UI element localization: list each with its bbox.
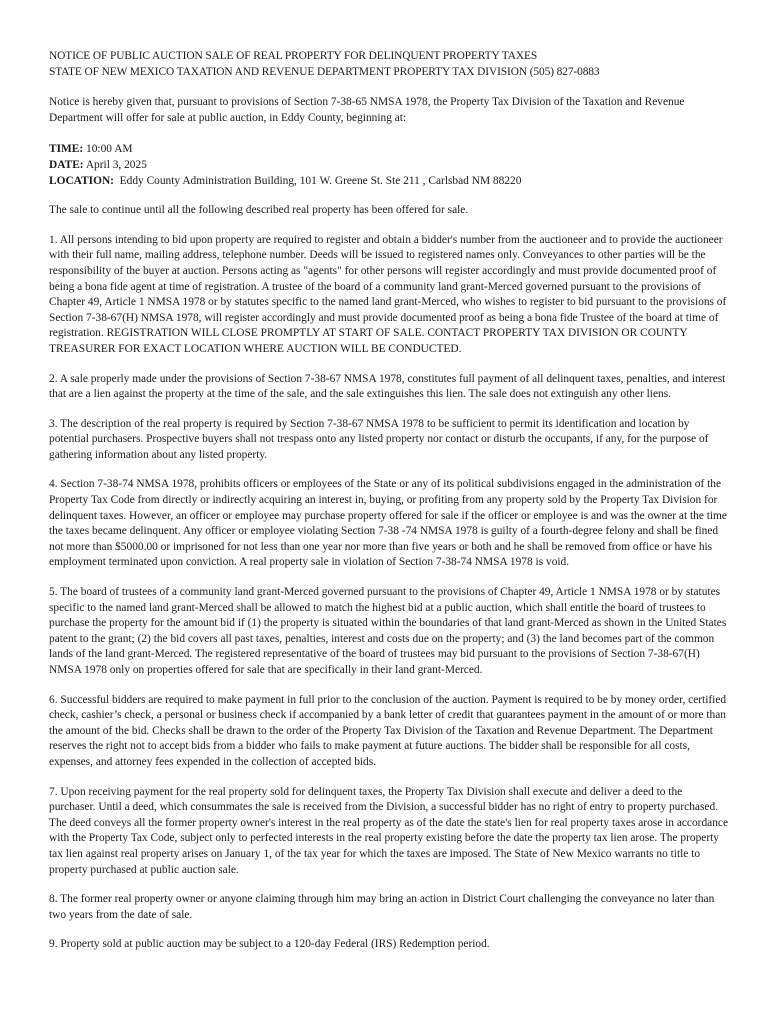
time-row <box>49 142 729 158</box>
paragraph-3-description: 3. The description of the real property is required by Section 7-38-67 NMSA 1978 to be sufficient to permit its identification and location by potential purchasers. Prospective buyers shall not trespass onto any listed property nor contact or disturb the occupants, if any, for the purpose of gathering information about any listed property. <box>49 417 709 461</box>
date-value: April 3, 2025 <box>83 158 147 171</box>
date-row <box>49 158 729 174</box>
paragraph-5-land-grant: 5. The board of trustees of a community land grant-Merced governed pursuant to the provisions of Chapter 49, Article 1 NMSA 1978 or by statutes specific to the named land grant-Merced shall be allowed to match the highest bid at a public auction, which shall entitle the board of trustees to purchase the property for the amount bid if (1) the property is situated within the boundaries of that land grant-Merced as shown in the United States patent to the grant; (2) the bid covers all past taxes, penalties, interest and costs due on the property; and (3) the land becomes part of the common lands of the land grant-Merced. The registered representative of the board of trustees may bid pursuant to the provisions of Section 7-38-67(H) NMSA 1978 only on properties offered for sale that are specifically in their land grant-Merced. <box>49 586 727 676</box>
paragraph-4-prohibition: 4. Section 7-38-74 NMSA 1978, prohibits officers or employees of the State or any of its political subdivisions engaged in the administration of the Property Tax Code from directly or indirectly acquiring an interest in, buying, or profiting from any property sold by the Property Tax Division for delinquent taxes. However, an officer or employee may purchase property offered for sale if the officer or employee is and was the owner at the time the taxes became delinquent. Any officer or employee violating Section 7-38 -74 NMSA 1978 is guilty of a fourth-degree felony and shall be fined not more than $5000.00 or imprisoned for not less than one year nor more than five years or both and he shall be removed from office or have his employment terminated upon conviction. A real property sale in violation of Section 7-38-74 NMSA 1978 is void. <box>49 478 727 569</box>
location-value: Eddy County Administration Building, 101 W. Greene St. Ste 211 , Carlsbad NM 88220 <box>113 174 522 187</box>
notice-document <box>49 49 729 953</box>
continue-paragraph: The sale to continue until all the following described real property has been offered for sale. <box>49 204 469 217</box>
paragraph-6-payment: 6. Successful bidders are required to make payment in full prior to the conclusion of the auction. Payment is required to be by money order, certified check, cashier’s check, a personal or business check if accompanied by a bank letter of credit that guarantees payment in the amount of or more than the amount of the bid. Checks shall be drawn to the order of the Property Tax Division of the Taxation and Revenue Department. The Department reserves the right not to accept bids from a bidder who fails to make payment at future auctions. The bidder shall be responsible for all costs, expenses, and attorney fees expended in the collection of accepted bids. <box>49 693 727 768</box>
date-label: DATE: <box>49 158 84 171</box>
department-line: STATE OF NEW MEXICO TAXATION AND REVENUE DEPARTMENT PROPERTY TAX DIVISION (505) 827-0883 <box>49 65 600 78</box>
paragraph-7-deed: 7. Upon receiving payment for the real property sold for delinquent taxes, the Property Tax Division shall execute and deliver a deed to the purchaser. Until a deed, which consummates the sale is received from the Division, a successful bidder has no right of entry to property purchased. The deed conveys all the former property owner's interest in the real property as of the date the state's lien for real property taxes arose in accordance with the Property Tax Code, subject only to perfected interests in the real property existing before the date the property tax lien arose. The property tax lien against real property arises on January 1, of the tax year for which the taxes are imposed. The State of New Mexico warrants no title to property purchased at public auction sale. <box>49 785 729 876</box>
intro-paragraph: Notice is hereby given that, pursuant to provisions of Section 7-38-65 NMSA 1978, the Property Tax Division of the Taxation and Revenue Department will offer for sale at public auction, in Eddy County, beginning at: <box>49 96 685 124</box>
time-value: 10:00 AM <box>83 143 133 156</box>
notice-title: NOTICE OF PUBLIC AUCTION SALE OF REAL PROPERTY FOR DELINQUENT PROPERTY TAXES <box>49 50 538 62</box>
sale-details <box>49 142 729 189</box>
time-label: TIME: <box>49 143 84 156</box>
paragraph-8-challenge: 8. The former real property owner or anyone claiming through him may bring an action in District Court challenging the conveyance no later than two years from the date of sale. <box>49 893 715 921</box>
paragraph-1-registration: 1. All persons intending to bid upon property are required to register and obtain a bidder's number from the auctioneer and to provide the auctioneer with their full name, mailing address, telephone number. Deeds will be issued to registered names only. Conveyances to other parties will be the responsibility of the buyer at auction. Persons acting as "agents" for other persons will register accordingly and must provide documented proof of being a bona fide agent at time of registration. A trustee of the board of a community land grant-Merced governed pursuant to the provisions of Chapter 49, Article 1 NMSA 1978 or by statutes specific to the named land grant-Merced, who wishes to register to bid pursuant to the provisions of Section 7-38-67(H) NMSA 1978, will register accordingly and must provide documented proof as being a bona fide Trustee of the board at time of registration. REGISTRATION WILL CLOSE PROMPTLY AT START OF SALE. CONTACT PROPERTY TAX DIVISION OR COUNTY TREASURER FOR EXACT LOCATION WHERE AUCTION WILL BE CONDUCTED. <box>49 233 727 355</box>
location-label: LOCATION: <box>49 174 114 187</box>
location-row <box>49 174 729 190</box>
paragraph-2-full-payment: 2. A sale properly made under the provisions of Section 7-38-67 NMSA 1978, constitutes full payment of all delinquent taxes, penalties, and interest that are a lien against the property at the time of the sale, and the sale extinguishes this lien. The sale does not extinguish any other liens. <box>49 372 726 401</box>
paragraph-9-redemption: 9. Property sold at public auction may be subject to a 120-day Federal (IRS) Redemption period. <box>49 938 490 951</box>
